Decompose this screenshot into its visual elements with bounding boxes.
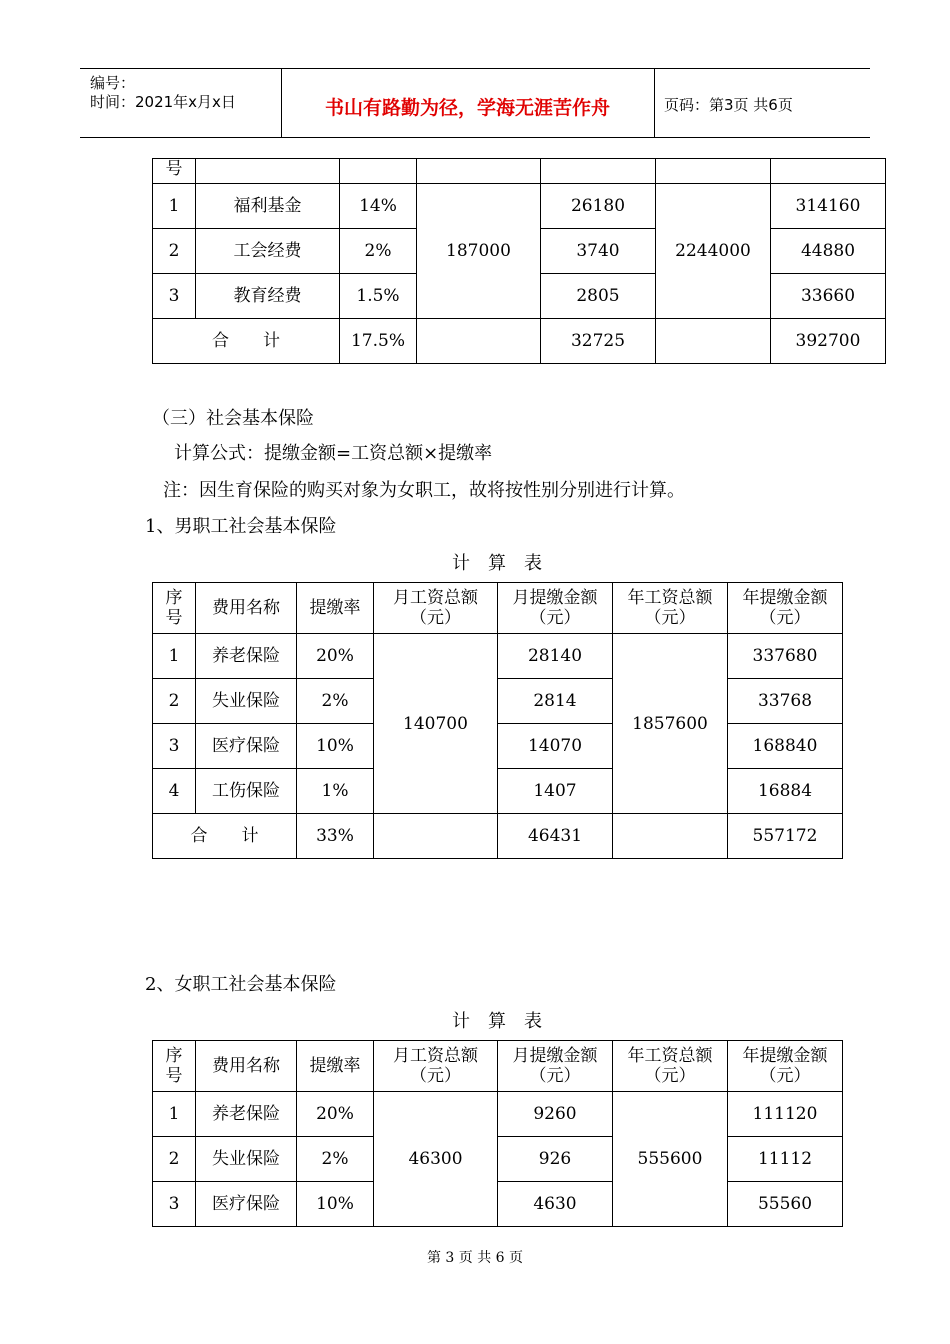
header-page-label: 页码：第3页 共6页 (664, 96, 793, 114)
cell-total-label: 合 计 (153, 814, 297, 859)
cell-total-annual: 557172 (728, 814, 843, 859)
female-insurance-table (152, 1040, 843, 1227)
cell-name: 工伤保险 (196, 769, 297, 814)
table-header-row (153, 583, 843, 634)
cell-annual-amount: 168840 (728, 724, 843, 769)
col-header-rate: 提缴率 (297, 583, 374, 634)
cell-rate: 1.5% (340, 274, 417, 319)
cell-no: 2 (153, 1137, 196, 1182)
col-header-name: 费用名称 (196, 583, 297, 634)
cell-monthly-amount: 926 (498, 1137, 613, 1182)
welfare-fund-table (152, 158, 886, 364)
table-row (153, 634, 843, 679)
col-header-monthly-amount: 月提缴金额 （元） (498, 1041, 613, 1092)
cell-rate: 1% (297, 769, 374, 814)
table-title: 计 算 表 (452, 553, 542, 574)
cell-monthly-amount: 4630 (498, 1182, 613, 1227)
cell-total-label: 合 计 (153, 319, 340, 364)
cell-annual-total: 2244000 (656, 184, 771, 319)
cell-rate: 10% (297, 724, 374, 769)
cell-annual-amount: 16884 (728, 769, 843, 814)
col-header-no: 序 号 (153, 583, 196, 634)
table-row (153, 1092, 843, 1137)
cell-rate: 2% (297, 1137, 374, 1182)
cell-annual-amount: 337680 (728, 634, 843, 679)
cell-monthly-amount: 26180 (541, 184, 656, 229)
cell-annual-amount: 44880 (771, 229, 886, 274)
table-total-row (153, 814, 843, 859)
cell-no: 1 (153, 184, 196, 229)
cell-name: 工会经费 (196, 229, 340, 274)
col-header-monthly-total: 月工资总额 （元） (374, 583, 498, 634)
table-row (153, 1137, 843, 1182)
cell-total-monthly: 46431 (498, 814, 613, 859)
table-row (153, 1182, 843, 1227)
table-total-row (153, 319, 886, 364)
cell-annual-total: 555600 (613, 1092, 728, 1227)
section-title: （三）社会基本保险 (152, 408, 314, 429)
cell-monthly-total: 187000 (417, 184, 541, 319)
cell-no: 1 (153, 634, 196, 679)
cell-name: 福利基金 (196, 184, 340, 229)
cell-annual-amount: 55560 (728, 1182, 843, 1227)
cell-name: 医疗保险 (196, 724, 297, 769)
cell-no: 1 (153, 1092, 196, 1137)
cell-name: 养老保险 (196, 1092, 297, 1137)
table-row (153, 159, 886, 184)
formula-text: 计算公式：提缴金额=工资总额×提缴率 (174, 443, 493, 464)
cell-name: 医疗保险 (196, 1182, 297, 1227)
col-header-annual-amount: 年提缴金额 （元） (728, 583, 843, 634)
table-row (153, 184, 886, 229)
col-header-annual-amount: 年提缴金额 （元） (728, 1041, 843, 1092)
cell-no: 3 (153, 1182, 196, 1227)
male-section-heading: 1、男职工社会基本保险 (145, 516, 337, 537)
table-header-row (153, 1041, 843, 1092)
cell-rate: 2% (340, 229, 417, 274)
col-header-monthly-total: 月工资总额 （元） (374, 1041, 498, 1092)
cell-no: 3 (153, 274, 196, 319)
cell-monthly-amount: 2805 (541, 274, 656, 319)
cell-annual-amount: 11112 (728, 1137, 843, 1182)
col-header-no: 号 (153, 159, 196, 184)
cell-annual-amount: 314160 (771, 184, 886, 229)
male-insurance-table (152, 582, 843, 859)
col-header-monthly-amount: 月提缴金额 （元） (498, 583, 613, 634)
cell-rate: 10% (297, 1182, 374, 1227)
cell-annual-amount: 33768 (728, 679, 843, 724)
cell-rate: 20% (297, 1092, 374, 1137)
col-header-rate: 提缴率 (297, 1041, 374, 1092)
table-row (153, 679, 843, 724)
cell-rate: 2% (297, 679, 374, 724)
table-title: 计 算 表 (452, 1011, 542, 1032)
note-text: 注：因生育保险的购买对象为女职工，故将按性别分别进行计算。 (163, 480, 685, 501)
col-header-annual-total: 年工资总额 （元） (613, 1041, 728, 1092)
header-divider (654, 69, 655, 137)
cell-no: 3 (153, 724, 196, 769)
cell-name: 养老保险 (196, 634, 297, 679)
table-row (153, 769, 843, 814)
cell-annual-total: 1857600 (613, 634, 728, 814)
cell-monthly-amount: 14070 (498, 724, 613, 769)
page-footer: 第 3 页 共 6 页 (426, 1250, 524, 1266)
cell-name: 失业保险 (196, 1137, 297, 1182)
cell-total-monthly: 32725 (541, 319, 656, 364)
cell-name: 失业保险 (196, 679, 297, 724)
cell-monthly-amount: 1407 (498, 769, 613, 814)
motto-text: 书山有路勤为径，学海无涯苦作舟 (324, 97, 610, 119)
doc-time-label: 时间：2021年x月x日 (90, 93, 236, 111)
cell-no: 2 (153, 229, 196, 274)
cell-total-rate: 17.5% (340, 319, 417, 364)
cell-rate: 20% (297, 634, 374, 679)
cell-monthly-amount: 3740 (541, 229, 656, 274)
female-section-heading: 2、女职工社会基本保险 (145, 974, 337, 995)
cell-total-annual: 392700 (771, 319, 886, 364)
page-header (80, 68, 870, 138)
cell-total-rate: 33% (297, 814, 374, 859)
cell-rate: 14% (340, 184, 417, 229)
cell-annual-amount: 33660 (771, 274, 886, 319)
cell-monthly-amount: 28140 (498, 634, 613, 679)
col-header-no: 序 号 (153, 1041, 196, 1092)
cell-monthly-total: 140700 (374, 634, 498, 814)
col-header-name: 费用名称 (196, 1041, 297, 1092)
cell-monthly-amount: 9260 (498, 1092, 613, 1137)
doc-number-label: 编号： (90, 74, 136, 92)
cell-monthly-amount: 2814 (498, 679, 613, 724)
cell-monthly-total: 46300 (374, 1092, 498, 1227)
table-row (153, 724, 843, 769)
cell-no: 2 (153, 679, 196, 724)
cell-no: 4 (153, 769, 196, 814)
col-header-annual-total: 年工资总额 （元） (613, 583, 728, 634)
cell-annual-amount: 111120 (728, 1092, 843, 1137)
cell-name: 教育经费 (196, 274, 340, 319)
